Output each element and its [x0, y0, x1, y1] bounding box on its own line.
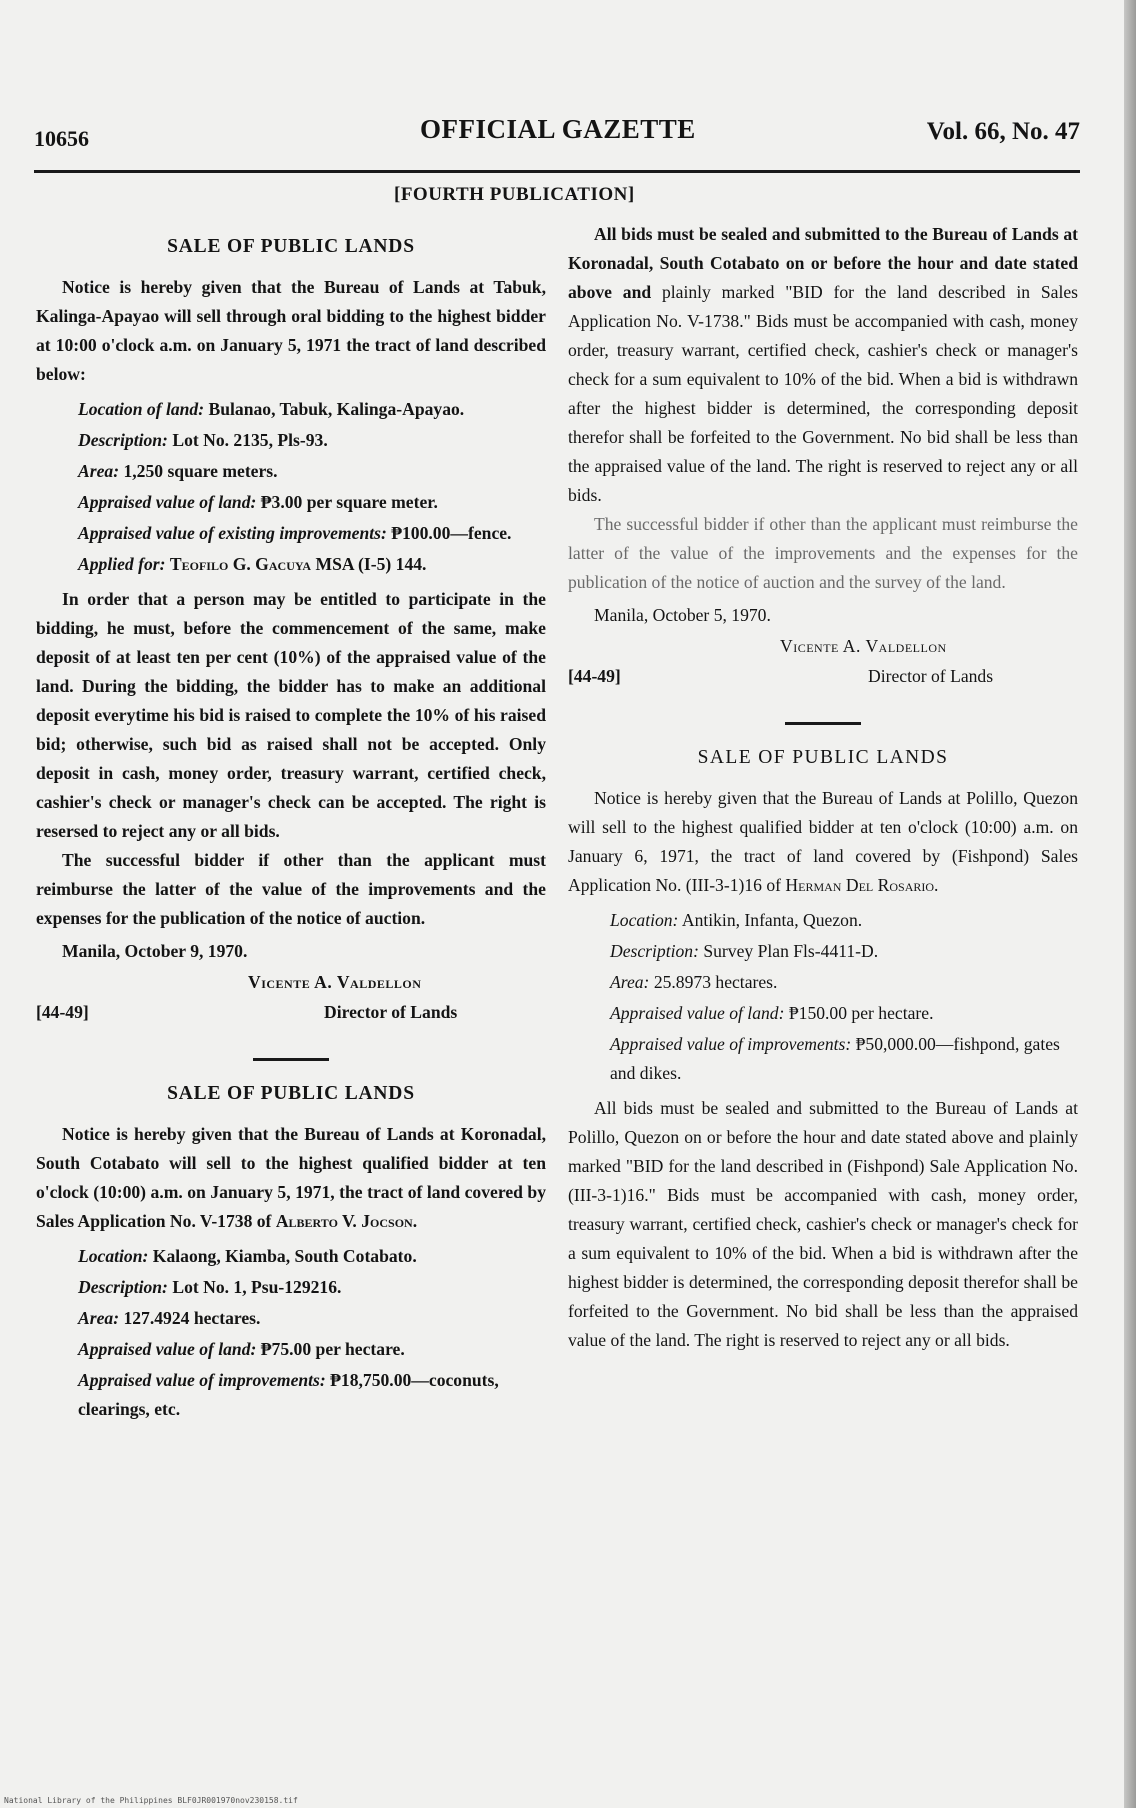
notice3-heading: SALE OF PUBLIC LANDS	[697, 747, 949, 768]
notice2-bids-paragraph: All bids must be sealed and submitted to the Bureau of Lands at Koronadal, South Cotabato on or before the hour and date stated above and plainly marked "BID for the land described in Sales Application No. V-1738." Bids must be accompanied with cash, money order, treasury warrant, certified check, cashier's check or manager's check for a sum equivalent to 10% of the bid. When a bid is withdrawn after the highest bidder is determined, the corresponding deposit therefor shall be forfeited to the Government. No bid shall be less than the appraised value of the land. The right is reserved to reject any or all bids.	[568, 224, 1079, 505]
notice1-appraised-land: Appraised value of land: ₱3.00 per square meter.	[78, 492, 438, 512]
scan-footer: National Library of the Philippines BLF0JR001970nov230158.tif	[4, 1796, 298, 1805]
notice3-location: Location: Antikin, Infanta, Quezon.	[610, 910, 863, 930]
notice2-ref: [44-49]	[568, 666, 621, 686]
page-edge	[1124, 0, 1136, 1808]
notice1-intro: Notice is hereby given that the Bureau of Lands at Tabuk, Kalinga-Apayao will sell through oral bidding to the highest bidder at 10:00 o'clock a.m. on January 5, 1971 the tract of land described below:	[36, 277, 546, 384]
notice-divider	[253, 1058, 329, 1061]
notice2-signer: Vicente A. Valdellon	[780, 636, 947, 656]
notice1-applied-for: Applied for: Teofilo G. Gacuya MSA (I-5) 144.	[78, 554, 427, 574]
notice1-dateline: Manila, October 9, 1970.	[62, 941, 248, 961]
notice3-details	[568, 906, 1078, 1088]
notice2-intro: Notice is hereby given that the Bureau of Lands at Koronadal, South Cotabato will sell to the highest qualified bidder at ten o'clock (10:00) a.m. on January 5, 1971, the tract of land covered by Sales Application No. V-1738 of Alberto V. Jocson.	[36, 1124, 546, 1231]
notice1-office: Director of Lands	[324, 1002, 458, 1022]
notice3-area: Area: 25.8973 hectares.	[610, 972, 778, 992]
notice3-bids-paragraph: All bids must be sealed and submitted to the Bureau of Lands at Polillo, Quezon on or before the hour and date stated above and plainly marked "BID for the land described in (Fishpond) Sale Application No. (III-3-1)16." Bids must be accompanied with cash, money order, treasury warrant, certified check, cashier's check or manager's check for a sum equivalent to 10% of the bid. When a bid is withdrawn after the highest bidder is determined, the corresponding deposit therefor shall be forfeited to the Government. No bid shall be less than the appraised value of the land. The right is reserved to reject any or all bids.	[568, 1098, 1078, 1350]
notice2-office: Director of Lands	[868, 666, 994, 686]
notice2-description: Description: Lot No. 1, Psu-129216.	[78, 1277, 342, 1297]
notice3-appraised-improvements: Appraised value of improvements: ₱50,000.00—fishpond, gates and dikes.	[610, 1034, 1060, 1083]
page-number: 10656	[34, 126, 89, 151]
notice-divider-right	[785, 722, 861, 725]
left-column	[36, 224, 546, 1430]
notice1-heading: SALE OF PUBLIC LANDS	[167, 236, 415, 257]
header-rule	[34, 170, 1080, 173]
notice1-location: Location of land: Bulanao, Tabuk, Kalinga-Apayao.	[78, 399, 465, 419]
notice1-deposit-paragraph: In order that a person may be entitled to participate in the bidding, he must, before the commencement of the same, make deposit of at least ten per cent (10%) of the appraised value of the land. During the bidding, the bidder has to make an additional deposit everytime his bid is raised to complete the 10% of his raised bid; otherwise, such bid as raised shall not be accepted. Only deposit in cash, money order, treasury warrant, certified check, cashier's check or manager's check can be accepted. The right is resersed to reject any or all bids.	[36, 589, 546, 841]
notice1-description: Description: Lot No. 2135, Pls-93.	[78, 430, 328, 450]
notice1-details	[36, 395, 546, 579]
notice1-area: Area: 1,250 square meters.	[78, 461, 278, 481]
notice3-intro: Notice is hereby given that the Bureau of Lands at Polillo, Quezon will sell to the highest qualified bidder at ten o'clock (10:00) a.m. on January 6, 1971, the tract of land covered by (Fishpond) Sales Application No. (III-3-1)16 of Herman Del Rosario.	[568, 788, 1078, 895]
notice1-ref: [44-49]	[36, 1002, 89, 1022]
notice3-description: Description: Survey Plan Fls-4411-D.	[610, 941, 879, 961]
notice2-reimburse-paragraph: The successful bidder if other than the applicant must reimburse the latter of the value of the improvements and the expenses for the publication of the notice of auction and the survey of the land.	[568, 514, 1078, 592]
notice1-signature	[36, 968, 546, 1032]
volume-number: Vol. 66, No. 47	[926, 118, 1080, 145]
notice2-dateline: Manila, October 5, 1970.	[594, 605, 771, 625]
notice2-appraised-improvements: Appraised value of improvements: ₱18,750.00—coconuts, clearings, etc.	[78, 1370, 499, 1419]
gazette-title: OFFICIAL GAZETTE	[420, 114, 696, 144]
notice1-appraised-improvements: Appraised value of existing improvements: ₱100.00—fence.	[78, 523, 512, 543]
notice2-details	[36, 1242, 546, 1424]
notice2-area: Area: 127.4924 hectares.	[78, 1308, 261, 1328]
notice1-reimburse-paragraph: The successful bidder if other than the applicant must reimburse the latter of the value of the improvements and the expenses for the publication of the notice of auction.	[36, 850, 546, 928]
right-column	[568, 220, 1078, 1355]
notice3-appraised-land: Appraised value of land: ₱150.00 per hectare.	[610, 1003, 934, 1023]
notice2-appraised-land: Appraised value of land: ₱75.00 per hectare.	[78, 1339, 405, 1359]
notice2-location: Location: Kalaong, Kiamba, South Cotabato.	[78, 1246, 417, 1266]
page-header	[34, 112, 1080, 152]
publication-tag: [FOURTH PUBLICATION]	[394, 184, 635, 205]
notice2-signature	[568, 632, 1078, 696]
notice2-heading: SALE OF PUBLIC LANDS	[167, 1083, 415, 1104]
notice1-signer: Vicente A. Valdellon	[248, 972, 422, 992]
